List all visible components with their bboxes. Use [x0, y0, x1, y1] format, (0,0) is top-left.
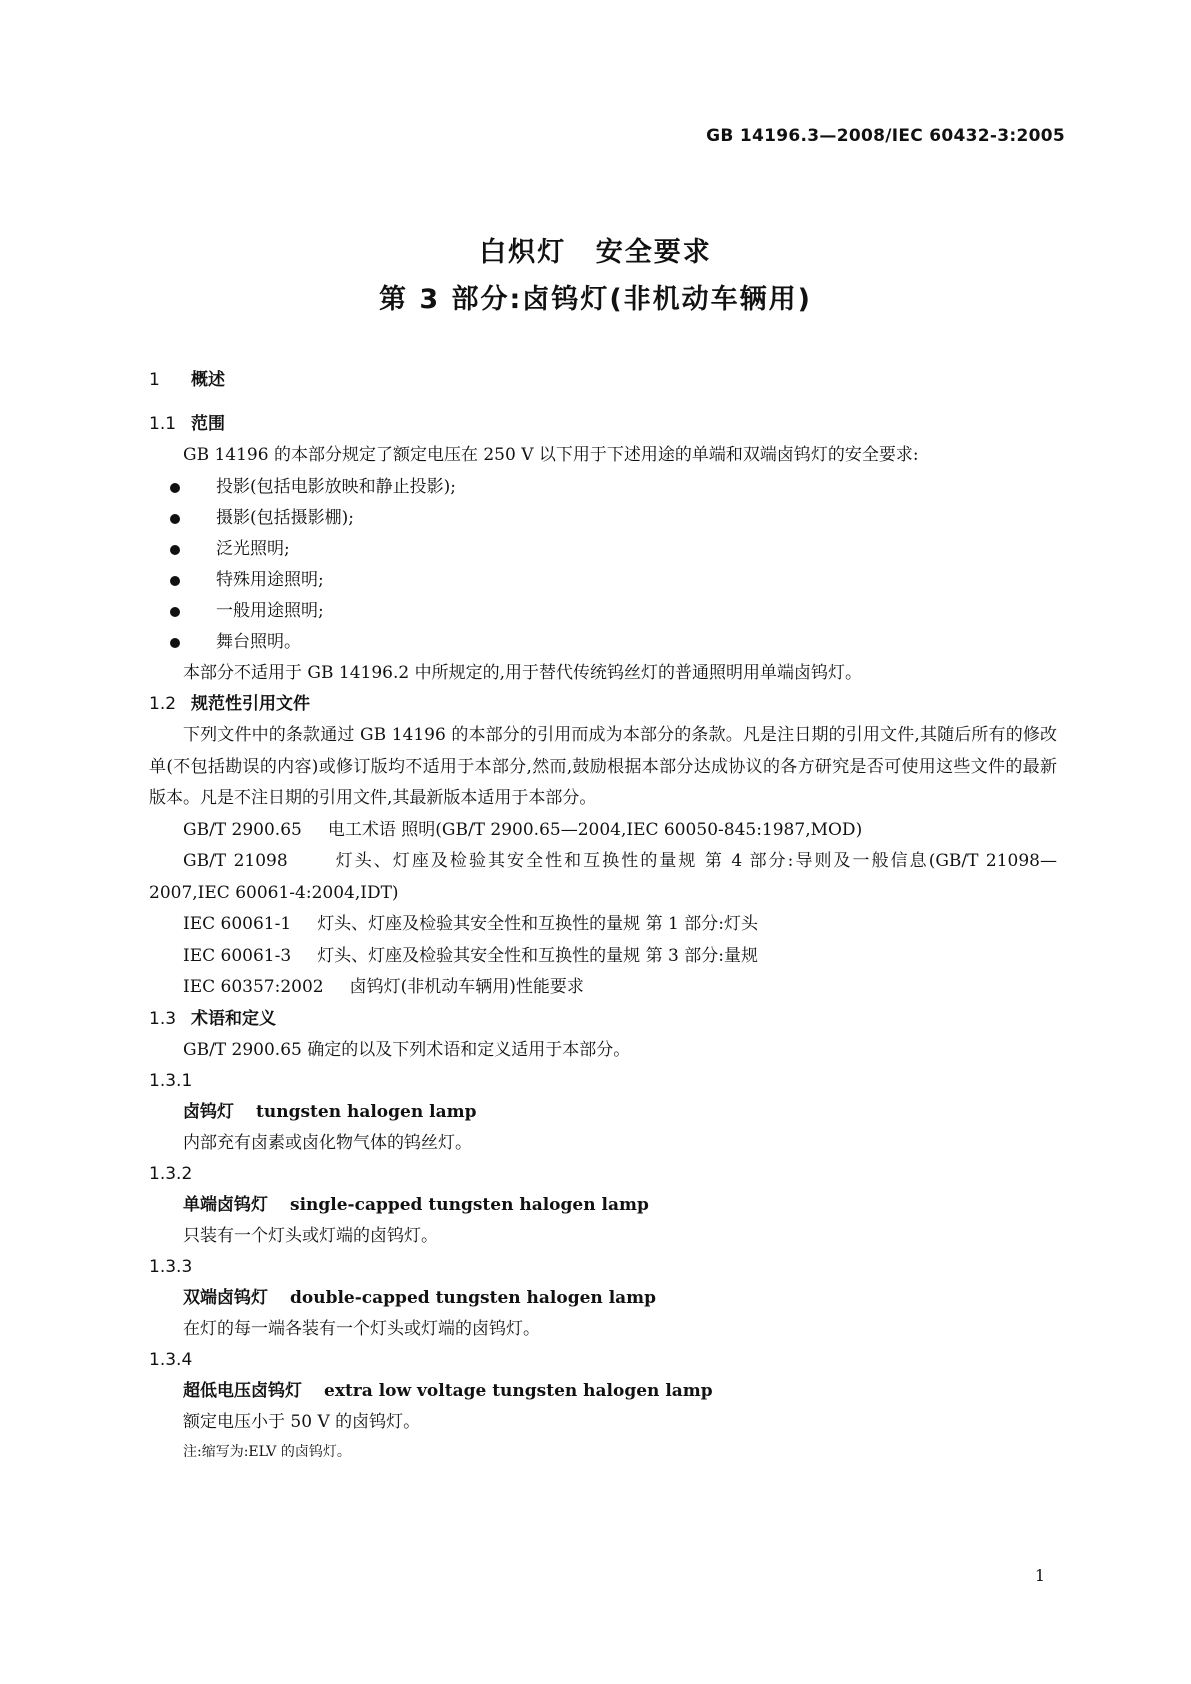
term-definition: 内部充有卤素或卤化物气体的钨丝灯。	[183, 1133, 472, 1153]
bullet-icon	[170, 576, 180, 586]
list-item	[149, 503, 1057, 534]
term-heading	[149, 1097, 1057, 1128]
term-heading	[149, 1190, 1057, 1221]
reference-title: 灯头、灯座及检验其安全性和互换性的量规 第 3 部分:量规	[317, 945, 758, 966]
section-title: 概述	[191, 370, 225, 390]
reference-item	[149, 972, 1057, 1004]
page-number: 1	[1034, 1566, 1045, 1585]
reference-title: 灯头、灯座及检验其安全性和互换性的量规 第 4 部分:导则及一般信息(GB/T 21098—2007,IEC 60061-4:2004,IDT)	[149, 851, 1058, 903]
term-definition: 额定电压小于 50 V 的卤钨灯。	[183, 1412, 421, 1432]
bullet-icon	[170, 638, 180, 648]
section-title: 范围	[191, 414, 225, 434]
term-definition: 在灯的每一端各装有一个灯头或灯端的卤钨灯。	[183, 1319, 540, 1339]
bullet-icon	[170, 607, 180, 617]
reference-code: GB/T 2900.65	[183, 819, 302, 840]
section-number: 1.3	[149, 1008, 177, 1029]
term-heading	[149, 1283, 1057, 1314]
section-number: 1	[149, 370, 160, 390]
page-subtitle: 第 3 部分:卤钨灯(非机动车辆用)	[378, 284, 813, 315]
bullet-icon	[170, 483, 180, 493]
section-1-3-heading	[149, 1004, 1057, 1035]
list-item	[149, 565, 1057, 596]
list-item-text: 特殊用途照明;	[216, 569, 324, 590]
list-item-text: 投影(包括电影放映和静止投影);	[216, 476, 456, 497]
section-1-1-heading	[149, 409, 1057, 440]
reference-title: 灯头、灯座及检验其安全性和互换性的量规 第 1 部分:灯头	[317, 914, 758, 934]
reference-title: 卤钨灯(非机动车辆用)性能要求	[349, 977, 584, 997]
list-item-text: 摄影(包括摄影棚);	[216, 507, 354, 528]
section-number: 1.1	[149, 414, 177, 434]
document-body	[149, 365, 1057, 1466]
reference-item	[149, 909, 1057, 941]
term-en: single-capped tungsten halogen lamp	[290, 1195, 649, 1215]
reference-code: IEC 60061-3	[183, 945, 292, 966]
bullet-icon	[170, 545, 180, 555]
reference-item	[149, 941, 1057, 973]
list-item-text: 泛光照明;	[216, 538, 290, 559]
list-item	[149, 472, 1057, 503]
page-title: 白炽灯 安全要求	[479, 237, 712, 268]
reference-item	[149, 846, 1057, 909]
term-definition: 只装有一个灯头或灯端的卤钨灯。	[183, 1226, 438, 1246]
list-item	[149, 534, 1057, 565]
term-number	[149, 1066, 1057, 1097]
term-zh: 卤钨灯	[183, 1102, 234, 1122]
term-en: double-capped tungsten halogen lamp	[290, 1288, 657, 1308]
term-en: tungsten halogen lamp	[256, 1102, 477, 1122]
terms-intro: GB/T 2900.65 确定的以及下列术语和定义适用于本部分。	[183, 1039, 631, 1060]
term-zh: 超低电压卤钨灯	[183, 1381, 302, 1401]
term-number	[149, 1345, 1057, 1376]
reference-code: GB/T 21098	[183, 851, 288, 871]
reference-code: IEC 60061-1	[183, 914, 292, 934]
term-number-text: 1.3.4	[149, 1350, 193, 1370]
reference-item	[149, 815, 1057, 847]
section-title: 规范性引用文件	[191, 694, 310, 714]
list-item-text: 舞台照明。	[216, 631, 301, 652]
list-item-text: 一般用途照明;	[216, 600, 324, 621]
term-heading	[149, 1376, 1057, 1407]
scope-exclusion: 本部分不适用于 GB 14196.2 中所规定的,用于替代传统钨丝灯的普通照明用单端卤钨灯。	[183, 662, 862, 683]
reference-title: 电工术语 照明(GB/T 2900.65—2004,IEC 60050-845:1987,MOD)	[327, 819, 863, 840]
term-zh: 单端卤钨灯	[183, 1195, 268, 1215]
note: 注:缩写为:ELV 的卤钨灯。	[183, 1444, 351, 1460]
term-number-text: 1.3.1	[149, 1071, 193, 1091]
list-item	[149, 596, 1057, 627]
scope-intro: GB 14196 的本部分规定了额定电压在 250 V 以下用于下述用途的单端和双端卤钨灯的安全要求:	[183, 445, 919, 465]
section-number: 1.2	[149, 694, 177, 714]
section-title: 术语和定义	[191, 1008, 276, 1029]
term-number	[149, 1159, 1057, 1190]
term-number-text: 1.3.3	[149, 1257, 193, 1277]
reference-code: IEC 60357:2002	[183, 977, 324, 997]
normative-references-paragraph: 下列文件中的条款通过 GB 14196 的本部分的引用而成为本部分的条款。凡是注日期的引用文件,其随后所有的修改单(不包括勘误的内容)或修订版均不适用于本部分,然而,鼓励根据本部分达成协议的各方研究是否可使用这些文件的最新版本。凡是不注日期的引用文件,其最新版本适用于本部分。	[149, 725, 1057, 808]
bullet-icon	[170, 514, 180, 524]
term-en: extra low voltage tungsten halogen lamp	[324, 1381, 713, 1401]
term-number	[149, 1252, 1057, 1283]
document-id: GB 14196.3—2008/IEC 60432-3:2005	[706, 126, 1065, 146]
term-number-text: 1.3.2	[149, 1164, 193, 1184]
section-1-heading	[149, 365, 1057, 396]
section-1-2-heading	[149, 689, 1057, 720]
term-zh: 双端卤钨灯	[183, 1288, 268, 1308]
list-item	[149, 627, 1057, 658]
